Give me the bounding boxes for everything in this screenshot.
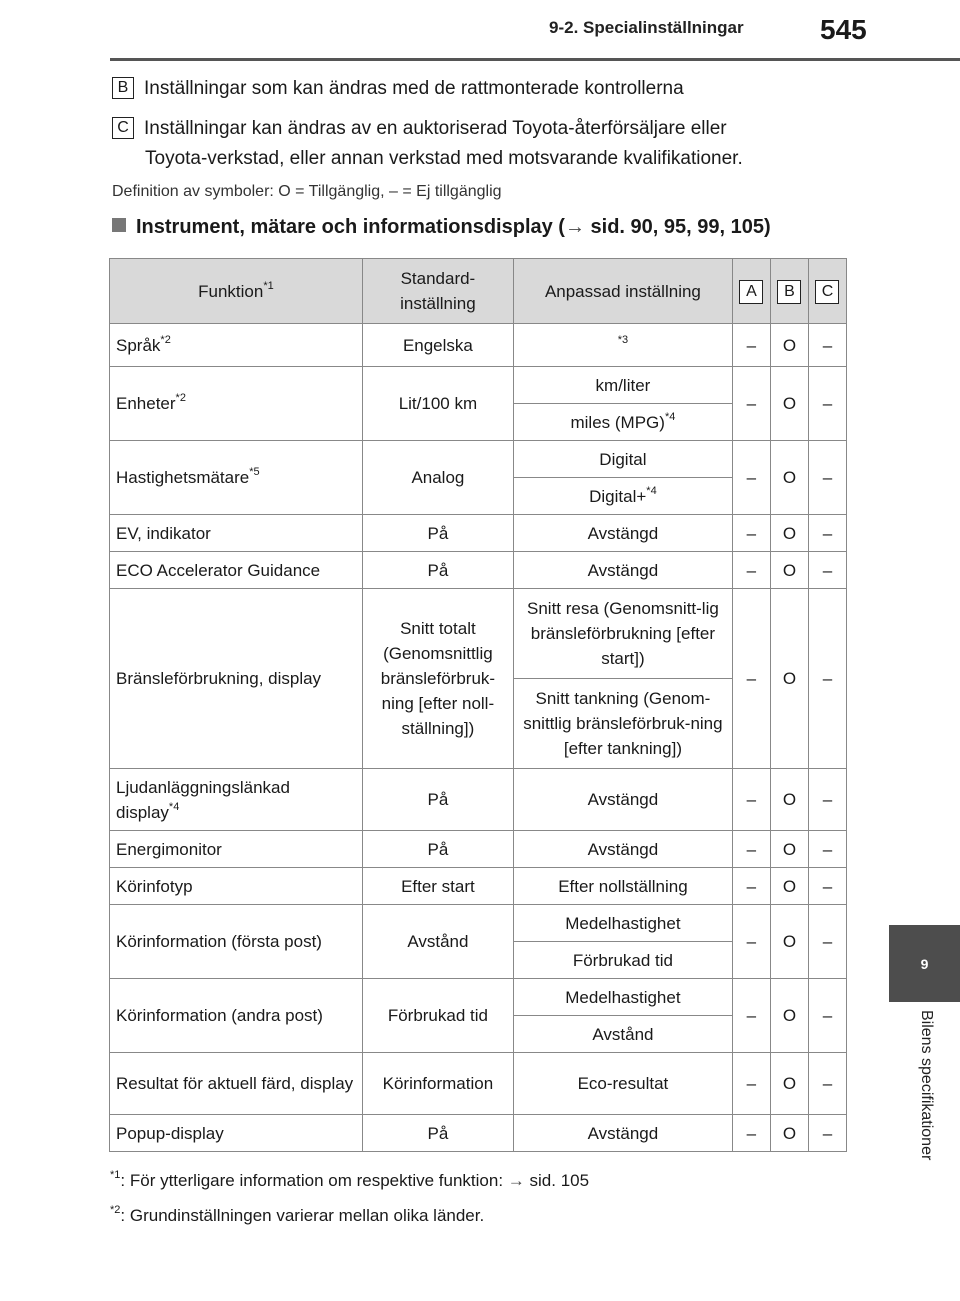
paragraph-b	[112, 74, 832, 104]
cell-default: På	[362, 831, 513, 868]
footnote-1-text: : För ytterligare information om respektive funktion:	[120, 1171, 508, 1190]
arrow-right-icon: →	[564, 216, 585, 238]
cell-a: –	[732, 441, 770, 515]
cell-a: –	[732, 831, 770, 868]
cell-a: –	[732, 1053, 770, 1115]
cell-c: –	[808, 589, 846, 769]
table-row	[110, 441, 847, 478]
cell-b: O	[770, 324, 808, 367]
cell-b: O	[770, 367, 808, 441]
cell-function: Körinformation (andra post)	[110, 979, 363, 1053]
cell-default: Avstånd	[362, 905, 513, 979]
table-row	[110, 979, 847, 1016]
cell-function: Körinformation (första post)	[110, 905, 363, 979]
cell-custom: Avstängd	[513, 1115, 732, 1152]
chapter-tab-label: Bilens specifikationer	[918, 1010, 935, 1161]
table-header-row	[110, 259, 847, 324]
table-row	[110, 1115, 847, 1152]
cell-a: –	[732, 515, 770, 552]
cell-b: O	[770, 868, 808, 905]
cell-function: Enheter$^{*2}$	[110, 367, 363, 441]
cell-function: Energimonitor	[110, 831, 363, 868]
cell-default: Lit/100 km	[362, 367, 513, 441]
table-title-pages: sid. 90, 95, 99, 105)	[584, 216, 771, 238]
cell-default: På	[362, 515, 513, 552]
cell-c: –	[808, 1053, 846, 1115]
cell-custom: km/liter	[513, 367, 732, 404]
cell-function: EV, indikator	[110, 515, 363, 552]
paragraph-b-text: Inställningar som kan ändras med de rattmonterade kontrollerna	[144, 78, 684, 99]
cell-custom: Medelhastighet	[513, 905, 732, 942]
paragraph-c	[112, 114, 832, 174]
header-a: A	[732, 259, 770, 324]
cell-default: Analog	[362, 441, 513, 515]
paragraph-c-text-2: Toyota-verkstad, eller annan verkstad med motsvarande kvalifikationer.	[145, 148, 743, 169]
cell-c: –	[808, 324, 846, 367]
cell-a: –	[732, 868, 770, 905]
cell-custom: Avstånd	[513, 1016, 732, 1053]
cell-default: Förbrukad tid	[362, 979, 513, 1053]
cell-function: Språk$^{*2}$	[110, 324, 363, 367]
cell-b: O	[770, 441, 808, 515]
letter-b-box: B	[112, 77, 134, 99]
cell-custom: Snitt resa (Genomsnitt-lig bränsleförbrukning [efter start])	[513, 589, 732, 679]
cell-a: –	[732, 769, 770, 831]
cell-b: O	[770, 589, 808, 769]
cell-a: –	[732, 1115, 770, 1152]
cell-b: O	[770, 1115, 808, 1152]
cell-custom: Förbrukad tid	[513, 942, 732, 979]
cell-function: Ljudanläggningslänkad display$^{*4}$	[110, 769, 363, 831]
section-header: 9-2. Specialinställningar	[549, 18, 744, 37]
cell-b: O	[770, 769, 808, 831]
cell-custom: Avstängd	[513, 831, 732, 868]
paragraph-c-text-1: Inställningar kan ändras av en auktoriserad Toyota-återförsäljare eller	[144, 118, 727, 139]
table-row	[110, 1053, 847, 1115]
table-row	[110, 769, 847, 831]
cell-c: –	[808, 1115, 846, 1152]
table-title	[112, 216, 771, 239]
cell-b: O	[770, 831, 808, 868]
cell-function: Körinfotyp	[110, 868, 363, 905]
cell-default: Efter start	[362, 868, 513, 905]
cell-function: Bränsleförbrukning, display	[110, 589, 363, 769]
cell-custom: Digital+$^{*4}$	[513, 478, 732, 515]
table-row	[110, 905, 847, 942]
header-divider	[110, 58, 960, 61]
cell-a: –	[732, 979, 770, 1053]
cell-b: O	[770, 515, 808, 552]
settings-table	[109, 258, 847, 1152]
cell-c: –	[808, 831, 846, 868]
footnote-1-mark: *1	[110, 1169, 121, 1181]
cell-c: –	[808, 769, 846, 831]
cell-custom: Avstängd	[513, 769, 732, 831]
cell-a: –	[732, 367, 770, 441]
table-row	[110, 589, 847, 679]
bullet-square-icon	[112, 218, 126, 232]
cell-b: O	[770, 1053, 808, 1115]
cell-c: –	[808, 905, 846, 979]
cell-b: O	[770, 905, 808, 979]
cell-default: Snitt totalt (Genomsnittlig bränsleförbruk-ning [efter noll-ställning])	[362, 589, 513, 769]
cell-c: –	[808, 441, 846, 515]
header-function: Funktion$^{*1}$	[110, 259, 363, 324]
cell-c: –	[808, 552, 846, 589]
arrow-right-icon: →	[507, 1171, 525, 1190]
cell-default: På	[362, 769, 513, 831]
cell-default: På	[362, 552, 513, 589]
cell-default: Engelska	[362, 324, 513, 367]
cell-custom: Medelhastighet	[513, 979, 732, 1016]
cell-custom: miles (MPG)$^{*4}$	[513, 404, 732, 441]
page-number: 545	[820, 14, 867, 45]
table-row	[110, 367, 847, 404]
header-default: Standard-inställning	[362, 259, 513, 324]
header-b: B	[770, 259, 808, 324]
cell-c: –	[808, 868, 846, 905]
table-row	[110, 831, 847, 868]
cell-custom: Efter nollställning	[513, 868, 732, 905]
cell-custom: Avstängd	[513, 515, 732, 552]
cell-custom: Avstängd	[513, 552, 732, 589]
cell-a: –	[732, 905, 770, 979]
footnote-2-mark: *2	[110, 1204, 121, 1216]
cell-function: Resultat för aktuell färd, display	[110, 1053, 363, 1115]
cell-a: –	[732, 589, 770, 769]
footnote-2	[110, 1206, 484, 1226]
cell-default: Körinformation	[362, 1053, 513, 1115]
footnote-1-ref: sid. 105	[524, 1171, 590, 1190]
cell-custom: Snitt tankning (Genom-snittlig bränsleförbruk-ning [efter tankning])	[513, 679, 732, 769]
chapter-tab-number: 9	[889, 925, 960, 1002]
cell-c: –	[808, 515, 846, 552]
cell-a: –	[732, 552, 770, 589]
cell-a: –	[732, 324, 770, 367]
cell-function: ECO Accelerator Guidance	[110, 552, 363, 589]
cell-b: O	[770, 552, 808, 589]
letter-c-box: C	[112, 117, 134, 139]
cell-function: Hastighetsmätare$^{*5}$	[110, 441, 363, 515]
cell-custom: *3	[513, 324, 732, 367]
header-c: C	[808, 259, 846, 324]
table-row	[110, 552, 847, 589]
footnote-2-text: : Grundinställningen varierar mellan olika länder.	[120, 1206, 485, 1225]
cell-custom: Digital	[513, 441, 732, 478]
symbol-legend: Definition av symboler: O = Tillgänglig, – = Ej tillgänglig	[112, 183, 502, 200]
header-custom: Anpassad inställning	[513, 259, 732, 324]
cell-function: Popup-display	[110, 1115, 363, 1152]
cell-custom: Eco-resultat	[513, 1053, 732, 1115]
table-title-text: Instrument, mätare och informationsdisplay (	[136, 216, 565, 238]
cell-b: O	[770, 979, 808, 1053]
table-row	[110, 324, 847, 367]
footnote-1	[110, 1171, 589, 1191]
cell-default: På	[362, 1115, 513, 1152]
cell-c: –	[808, 367, 846, 441]
cell-c: –	[808, 979, 846, 1053]
table-row	[110, 868, 847, 905]
table-row	[110, 515, 847, 552]
